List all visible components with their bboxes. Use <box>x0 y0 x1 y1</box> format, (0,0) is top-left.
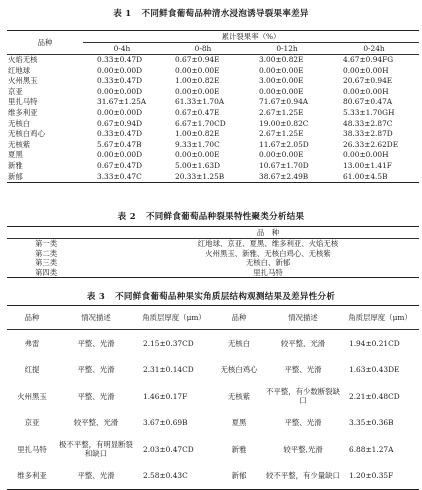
crack-rate-value: 0.00±0.00E <box>175 86 220 96</box>
table1-time-col: 0-12h <box>276 44 298 53</box>
cuticle-thickness: 1.94±0.21CD <box>349 338 400 348</box>
crack-rate-value: 0.00±0.00H <box>343 65 389 75</box>
cuticle-thickness: 1.63±0.43DE <box>349 365 400 375</box>
table3-body <box>7 330 419 490</box>
variety-name: 火州黑玉 <box>17 391 47 401</box>
cuticle-thickness: 2.21±0.48CD <box>349 391 400 401</box>
surface-description: 较不平整，有少量缺口 <box>266 471 340 481</box>
crack-rate-value: 0.33±0.47D <box>97 76 143 86</box>
table1 <box>7 30 419 183</box>
crack-rate-value: 80.67±0.47A <box>343 97 393 107</box>
variety-name: 新郁 <box>231 471 247 481</box>
table3-row <box>7 410 419 437</box>
crack-rate-value: 0.33±0.47D <box>97 129 143 139</box>
crack-rate-value: 71.67±0.94A <box>259 97 309 107</box>
crack-rate-value: 6.67±1.70CD <box>175 118 226 128</box>
variety-name: 红地球 <box>8 65 31 75</box>
variety-name: 夏黑 <box>8 150 23 160</box>
variety-name: 新雅 <box>231 444 247 454</box>
cuticle-thickness: 1.46±0.17F <box>143 391 188 401</box>
table3-header-thickness: 角质层厚度（μm） <box>142 312 206 322</box>
variety-name: 无核白 <box>8 118 31 128</box>
table1-row <box>7 161 419 172</box>
variety-name: 维多利亚 <box>8 107 38 117</box>
cuticle-thickness: 2.03±0.47CD <box>143 444 194 454</box>
surface-description: 平整、光滑 <box>77 391 115 401</box>
table3-row <box>7 463 419 490</box>
table3-header-description: 情况描述 <box>81 312 111 322</box>
table1-header-variety: 品种 <box>7 31 83 55</box>
cluster-name: 第一类 <box>35 239 58 248</box>
cluster-name: 第二类 <box>35 248 58 258</box>
crack-rate-value: 61.00±4.5B <box>343 171 388 181</box>
crack-rate-value: 10.67±1.70D <box>259 160 309 170</box>
cuticle-thickness: 1.20±0.35F <box>349 471 394 481</box>
crack-rate-value: 0.00±0.00E <box>175 150 220 160</box>
table2-row <box>7 268 419 278</box>
table1-row <box>7 87 419 98</box>
variety-name: 新郁 <box>8 171 23 181</box>
crack-rate-value: 9.33±1.70C <box>175 139 220 149</box>
table1-row <box>7 119 419 130</box>
crack-rate-value: 13.00±1.41F <box>343 160 392 170</box>
variety-name: 无核白鸡心 <box>8 129 45 139</box>
crack-rate-value: 1.00±0.82E <box>175 76 220 86</box>
crack-rate-value: 38.33±2.87D <box>343 129 393 139</box>
cuticle-thickness: 2.15±0.37CD <box>143 338 194 348</box>
table1-number: 表 1 <box>113 9 132 19</box>
cluster-members: 无核白、新郁 <box>245 258 291 268</box>
cuticle-thickness: 6.88±1.27A <box>349 444 394 454</box>
crack-rate-value: 5.67±0.47B <box>97 139 142 149</box>
table1-row <box>7 55 419 66</box>
crack-rate-value: 5.00±1.63D <box>175 160 221 170</box>
table3-header-row <box>7 306 419 330</box>
variety-name: 火焰无核 <box>8 55 38 64</box>
variety-name: 里扎马特 <box>17 444 47 454</box>
table3-row <box>7 383 419 410</box>
table2-row <box>7 258 419 268</box>
crack-rate-value: 0.00±0.00D <box>97 65 143 75</box>
surface-description: 平整、光滑 <box>77 338 115 348</box>
variety-name: 新雅 <box>8 160 23 170</box>
cluster-members: 里扎马特 <box>253 267 283 277</box>
crack-rate-value: 0.00±0.00H <box>343 150 389 160</box>
variety-name: 里扎马特 <box>8 97 38 107</box>
table2-row <box>7 249 419 259</box>
table1-time-col: 0-4h <box>113 44 131 53</box>
table1-row <box>7 108 419 119</box>
table1-row <box>7 172 419 183</box>
table2 <box>7 226 419 278</box>
table3-header-description: 情况描述 <box>288 312 318 322</box>
table2-header-blank <box>7 227 117 239</box>
crack-rate-value: 3.00±0.82E <box>259 55 304 64</box>
crack-rate-value: 48.33±2.87C <box>343 118 393 128</box>
crack-rate-value: 0.67±0.47D <box>97 160 143 170</box>
table2-body <box>7 239 419 278</box>
table3-header-thickness: 角质层厚度（μm） <box>348 312 412 322</box>
table1-time-col: 0-24h <box>363 44 385 53</box>
surface-description: 极不平整，有明显断裂和缺口 <box>59 440 133 459</box>
table3-title: 不同鲜食葡萄品种果实角质层结构观测结果及差异性分析 <box>115 292 336 302</box>
crack-rate-value: 0.67±0.94D <box>97 118 143 128</box>
surface-description: 较平整、光滑 <box>280 338 326 348</box>
crack-rate-value: 0.00±0.00H <box>343 86 389 96</box>
table1-title: 不同鲜食葡萄品种清水浸泡诱导裂果率差异 <box>141 9 309 19</box>
crack-rate-value: 61.33±1.70A <box>175 97 225 107</box>
table1-row <box>7 140 419 151</box>
cuticle-thickness: 3.35±0.36B <box>349 418 394 428</box>
crack-rate-value: 0.67±0.47E <box>175 107 220 117</box>
crack-rate-value: 26.33±2.62DE <box>343 139 399 149</box>
variety-name: 维多利亚 <box>17 471 47 481</box>
surface-description: 平整、光滑 <box>77 365 115 375</box>
table3-header-variety: 品种 <box>24 312 40 322</box>
crack-rate-value: 2.67±1.25E <box>259 107 304 117</box>
variety-name: 无核紫 <box>8 139 31 149</box>
crack-rate-value: 0.00±0.00D <box>97 86 143 96</box>
cluster-members: 红地球、京亚、夏黑、维多利亚、火焰无核 <box>197 239 339 248</box>
table3 <box>7 305 419 490</box>
crack-rate-value: 0.00±0.00D <box>97 107 143 117</box>
crack-rate-value: 0.00±0.00E <box>175 65 220 75</box>
table2-title: 不同鲜食葡萄品种裂果特性聚类分析结果 <box>145 212 305 222</box>
variety-name: 无核白鸡心 <box>220 365 258 375</box>
cluster-name: 第四类 <box>35 267 58 277</box>
table2-header-row <box>7 227 419 239</box>
cuticle-thickness: 2.31±0.14CD <box>143 365 194 375</box>
surface-description: 较平整、光滑 <box>73 418 119 428</box>
crack-rate-value: 20.33±1.25B <box>175 171 225 181</box>
table3-row <box>7 436 419 463</box>
surface-description: 较平整,光滑 <box>283 444 323 454</box>
table1-row <box>7 76 419 87</box>
crack-rate-value: 3.00±0.00E <box>259 76 304 86</box>
crack-rate-value: 0.00±0.00D <box>97 150 143 160</box>
table3-caption <box>0 290 422 302</box>
crack-rate-value: 2.67±1.25E <box>259 129 304 139</box>
table1-header-row <box>7 31 419 43</box>
table1-group-header: 累计裂果率（%） <box>83 31 419 43</box>
crack-rate-value: 0.00±0.00E <box>259 65 304 75</box>
crack-rate-value: 11.67±2.05D <box>259 139 309 149</box>
crack-rate-value: 19.00±0.82C <box>259 118 309 128</box>
crack-rate-value: 3.33±0.47C <box>97 171 142 181</box>
table2-row <box>7 239 419 249</box>
table1-row <box>7 129 419 140</box>
crack-rate-value: 38.67±2.49B <box>259 171 309 181</box>
crack-rate-value: 0.33±0.47D <box>97 55 143 64</box>
table1-time-col: 0-8h <box>194 44 212 53</box>
variety-name: 无核紫 <box>227 391 251 401</box>
crack-rate-value: 0.00±0.00E <box>259 86 304 96</box>
table1-row <box>7 150 419 161</box>
variety-name: 京亚 <box>8 86 23 96</box>
surface-description: 平整、光滑 <box>77 471 115 481</box>
cuticle-thickness: 2.58±0.43C <box>143 471 188 481</box>
table3-row <box>7 357 419 384</box>
table2-caption <box>0 210 422 222</box>
table1-caption <box>0 7 422 19</box>
variety-name: 无核白 <box>227 338 251 348</box>
crack-rate-value: 5.33±1.70GH <box>343 107 395 117</box>
table1-row <box>7 97 419 108</box>
surface-description: 不平整，有少数断裂缺口 <box>266 387 340 406</box>
variety-name: 红提 <box>24 365 40 375</box>
crack-rate-value: 0.00±0.00E <box>259 150 304 160</box>
crack-rate-value: 4.67±0.94FG <box>343 55 394 64</box>
cluster-members: 火州黑玉、新雅、无核白鸡心、无核紫 <box>205 248 331 258</box>
surface-description: 平整、光滑 <box>284 418 322 428</box>
surface-description: 平整、光滑 <box>284 365 322 375</box>
variety-name: 京亚 <box>24 418 40 428</box>
table3-row <box>7 330 419 357</box>
variety-name: 弗雷 <box>24 338 40 348</box>
crack-rate-value: 31.67±1.25A <box>97 97 147 107</box>
crack-rate-value: 1.00±0.82E <box>175 129 220 139</box>
cuticle-thickness: 3.67±0.69B <box>143 418 188 428</box>
table3-header-variety: 品种 <box>231 312 247 322</box>
table2-header-variety: 品 种 <box>256 228 280 237</box>
table1-body <box>7 55 419 183</box>
variety-name: 火州黑玉 <box>8 76 38 86</box>
crack-rate-value: 20.67±0.94E <box>343 76 393 86</box>
crack-rate-value: 0.67±0.94E <box>175 55 220 64</box>
variety-name: 夏黑 <box>231 418 247 428</box>
table3-number: 表 3 <box>86 292 106 302</box>
table2-number: 表 2 <box>117 212 136 222</box>
table1-row <box>7 66 419 77</box>
cluster-name: 第三类 <box>35 258 58 268</box>
